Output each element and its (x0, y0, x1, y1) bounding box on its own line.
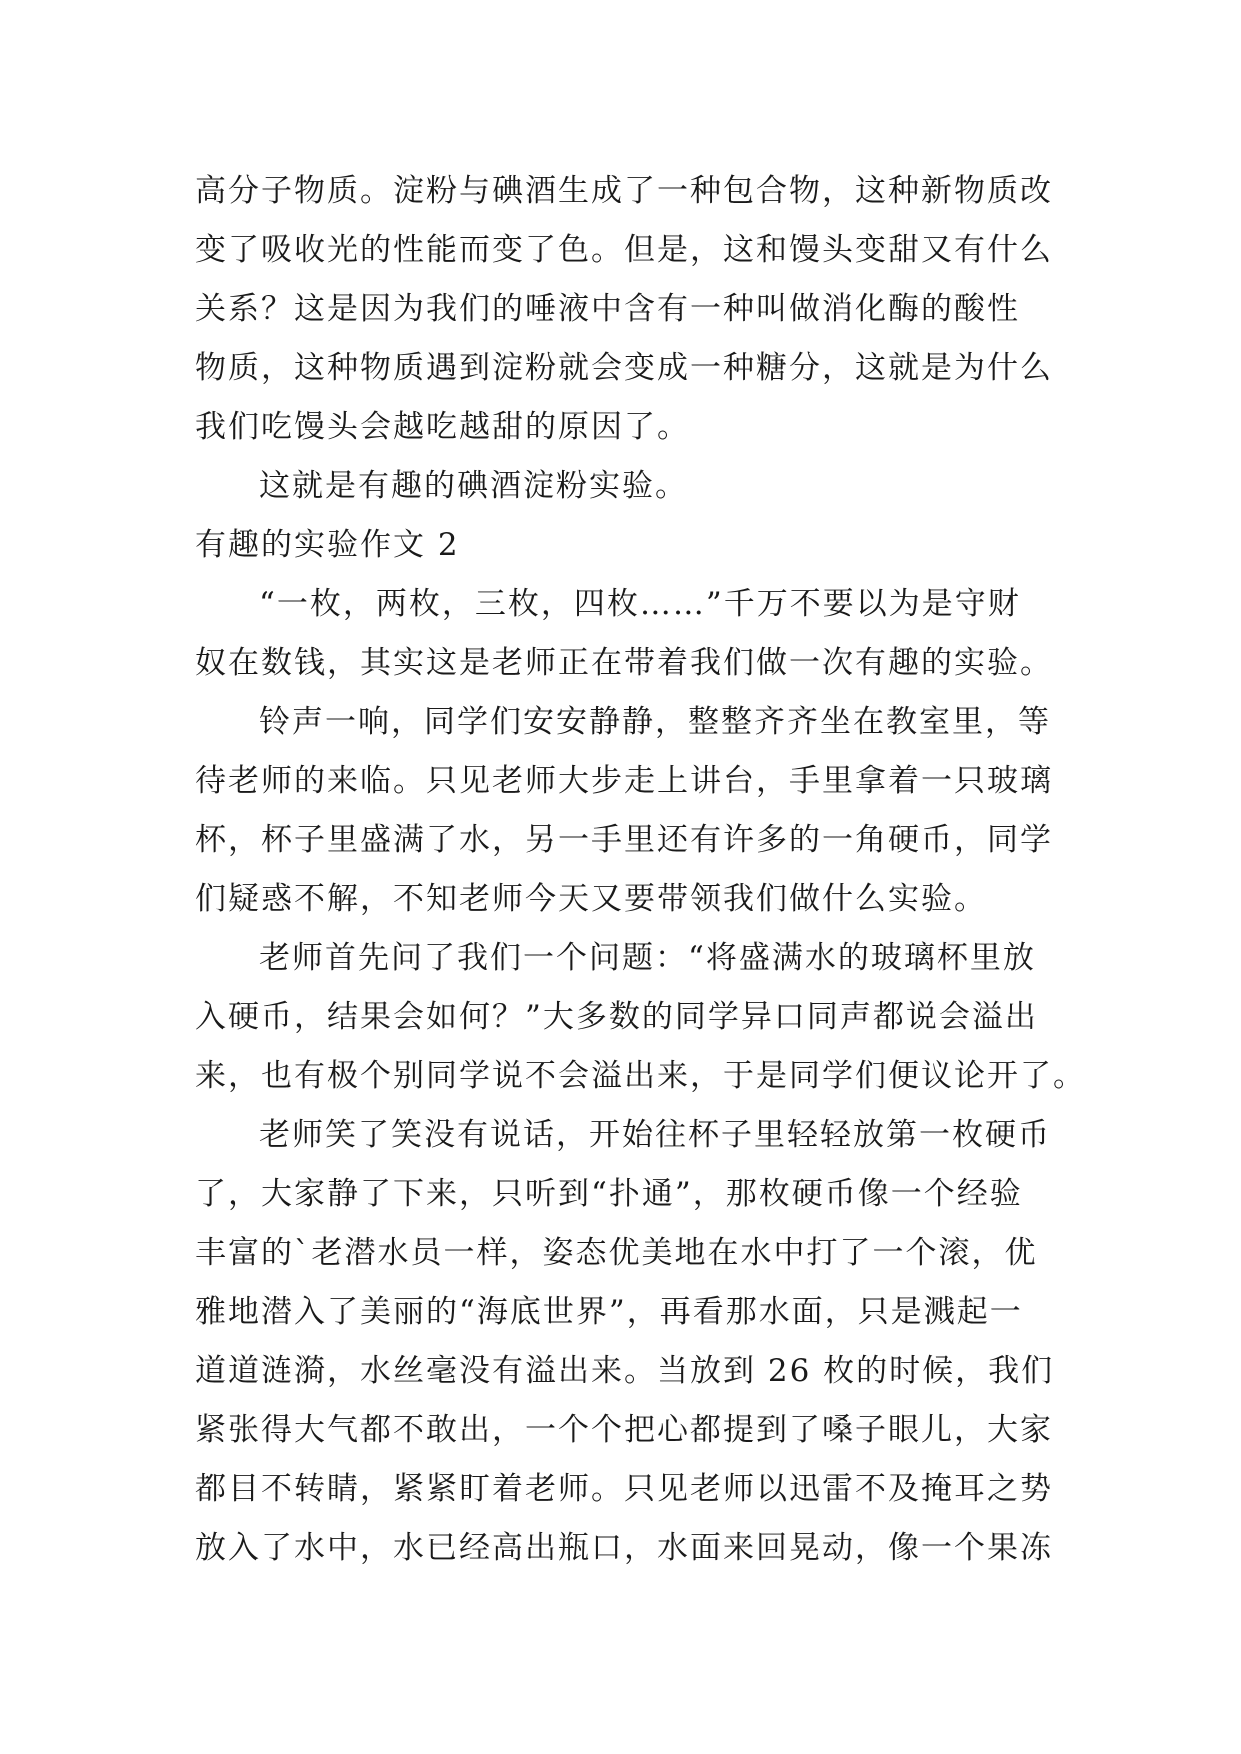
text-line: 关系？这是因为我们的唾液中含有一种叫做消化酶的酸性 (195, 291, 1020, 327)
text-line: 了，大家静了下来，只听到“扑通”，那枚硬币像一个经验 (195, 1176, 1023, 1212)
text-line: 杯，杯子里盛满了水，另一手里还有许多的一角硬币，同学 (195, 822, 1053, 858)
paragraph-line: 老师笑了笑没有说话，开始往杯子里轻轻放第一枚硬币 (259, 1117, 1051, 1153)
text-line: 都目不转睛，紧紧盯着老师。只见老师以迅雷不及掩耳之势 (195, 1471, 1053, 1507)
text-line: 雅地潜入了美丽的“海底世界”，再看那水面，只是溅起一 (195, 1294, 1023, 1330)
text-line: 变了吸收光的性能而变了色。但是，这和馒头变甜又有什么 (195, 232, 1053, 268)
paragraph-line: 这就是有趣的碘酒淀粉实验。 (259, 468, 688, 504)
text-line: 们疑惑不解，不知老师今天又要带领我们做什么实验。 (195, 881, 987, 917)
paragraph-line: “一枚，两枚，三枚，四枚……”千万不要以为是守财 (259, 586, 1021, 622)
text-line: 紧张得大气都不敢出，一个个把心都提到了嗓子眼儿，大家 (195, 1412, 1053, 1448)
text-line: 我们吃馒头会越吃越甜的原因了。 (195, 409, 690, 445)
text-line: 道道涟漪，水丝毫没有溢出来。当放到 26 枚的时候，我们 (195, 1353, 1055, 1389)
text-line: 丰富的`老潜水员一样，姿态优美地在水中打了一个滚，优 (195, 1235, 1038, 1271)
document-body (195, 162, 1086, 1578)
section-heading: 有趣的实验作文 2 (195, 527, 460, 563)
text-line: 高分子物质。淀粉与碘酒生成了一种包合物，这种新物质改 (195, 173, 1053, 209)
text-line: 来，也有极个别同学说不会溢出来，于是同学们便议论开了。 (195, 1058, 1086, 1094)
text-line: 入硬币，结果会如何？”大多数的同学异口同声都说会溢出 (195, 999, 1038, 1035)
text-line: 物质，这种物质遇到淀粉就会变成一种糖分，这就是为什么 (195, 350, 1053, 386)
paragraph-line: 铃声一响，同学们安安静静，整整齐齐坐在教室里，等 (259, 704, 1051, 740)
text-line: 放入了水中，水已经高出瓶口，水面来回晃动，像一个果冻 (195, 1530, 1053, 1566)
paragraph-line: 老师首先问了我们一个问题：“将盛满水的玻璃杯里放 (259, 940, 1036, 976)
text-line: 奴在数钱，其实这是老师正在带着我们做一次有趣的实验。 (195, 645, 1053, 681)
text-line: 待老师的来临。只见老师大步走上讲台，手里拿着一只玻璃 (195, 763, 1053, 799)
